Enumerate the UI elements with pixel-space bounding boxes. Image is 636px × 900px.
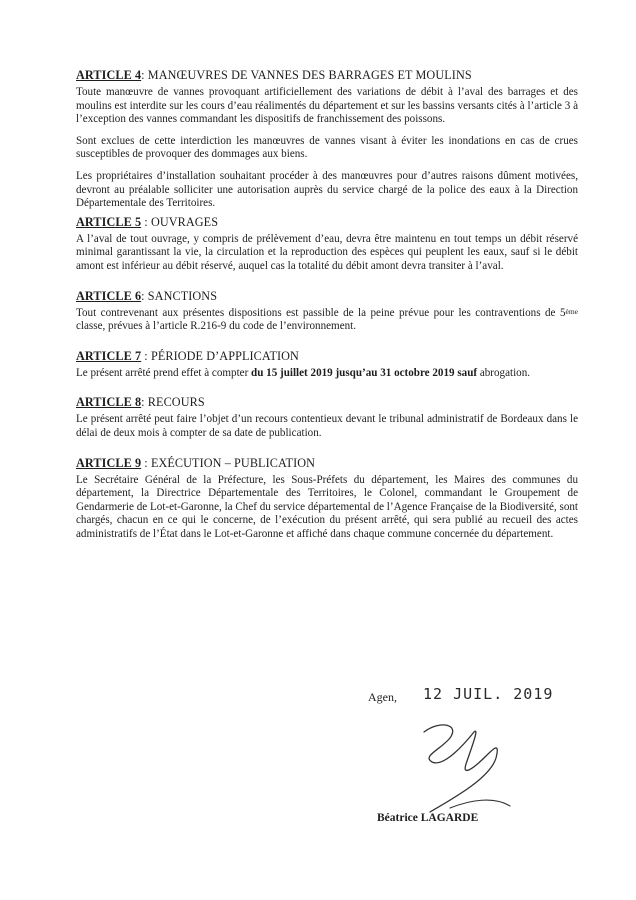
paragraph: A l’aval de tout ouvrage, y compris de prélèvement d’eau, devra être maintenu en tout temps un débit réservé minimal garantissant la vie, la circulation et la reproduction des espèces qui peuplent les eaux, sauf si le débit amont est inférieur au débit réservé, auquel cas la totalité du débit amont devra transiter à l’aval.: [76, 232, 578, 272]
article-4-heading: [76, 68, 578, 83]
paragraph: Le Secrétaire Général de la Préfecture, les Sous-Préfets du département, les Maires des communes du département, la Directrice Départementale des Territoires, le Colonel, commandant le Groupement de Gendarmerie de Lot-et-Garonne, la Chef du service départemental de l’Agence Française de la Biodiversité, sont chargés, chacun en ce qui le concerne, de l’exécution du présent arrêté, qui sera publié au recueil des actes administratifs de l’État dans le Lot-et-Garonne et affiché dans chaque commune concernée du département.: [76, 473, 578, 540]
article-7-heading: [76, 349, 578, 364]
article-title: OUVRAGES: [150, 214, 219, 229]
paragraph: [76, 367, 578, 381]
article-title: EXÉCUTION – PUBLICATION: [150, 455, 316, 470]
article-6-heading: [76, 289, 578, 304]
paragraph: Les propriétaires d’installation souhaitant procéder à des manœuvres pour d’autres raisons dûment motivées, devront au préalable solliciter une autorisation auprès du service chargé de la police des eaux à la Direction Départementale des Territoires.: [76, 169, 578, 210]
text-run: abrogation.: [477, 366, 531, 379]
superscript: ème: [565, 306, 578, 316]
article-sep: :: [141, 214, 151, 229]
paragraph: Sont exclues de cette interdiction les manœuvres de vannes visant à éviter les inondations en cas de crues susceptibles de provoquer des dommages aux biens.: [76, 134, 578, 161]
signer-name: Béatrice LAGARDE: [377, 812, 479, 824]
text-run: classe, prévues à l’article R.216-9 du code de l’environnement.: [76, 320, 357, 333]
article-title: MANŒUVRES DE VANNES DES BARRAGES ET MOULINS: [147, 68, 472, 82]
article-sep: :: [141, 348, 151, 363]
article-8-heading: [76, 395, 578, 410]
article-label: ARTICLE 9: [76, 455, 142, 470]
article-5-heading: [76, 215, 578, 230]
paragraph: Toute manœuvre de vannes provoquant artificiellement des variations de débit à l’aval des barrages et des moulins est interdite sur les cours d’eau réalimentés du département et sur les bassins versants cités à l’article 3 à l’exception des vannes commandant les dispositifs de franchissement des poissons.: [76, 86, 578, 126]
article-label: ARTICLE 4: [76, 68, 142, 82]
article-title: RECOURS: [147, 395, 205, 410]
article-title: PÉRIODE D’APPLICATION: [150, 348, 299, 363]
bold-dates: du 15 juillet 2019 jusqu’au 31 octobre 2019 sauf: [251, 366, 478, 379]
article-sep: :: [141, 288, 148, 303]
article-label: ARTICLE 5: [76, 214, 142, 229]
article-label: ARTICLE 6: [76, 288, 142, 303]
paragraph: Le présent arrêté peut faire l’objet d’un recours contentieux devant le tribunal administratif de Bordeaux dans le délai de deux mois à compter de sa date de publication.: [76, 413, 578, 439]
article-sep: :: [141, 68, 148, 82]
article-sep: :: [141, 395, 148, 410]
article-label: ARTICLE 8: [76, 395, 142, 410]
article-title: SANCTIONS: [147, 288, 218, 303]
text-run: Le présent arrêté prend effet à compter: [76, 366, 252, 379]
article-9-heading: [76, 456, 578, 471]
text-run: Tout contrevenant aux présentes dispositions est passible de la peine prévue pour les contraventions de 5: [76, 306, 566, 319]
article-label: ARTICLE 7: [76, 348, 142, 363]
paragraph: [76, 307, 578, 334]
date-stamp: 12 JUIL. 2019: [423, 685, 554, 703]
place-label: Agen,: [368, 690, 397, 704]
article-sep: :: [141, 455, 151, 470]
